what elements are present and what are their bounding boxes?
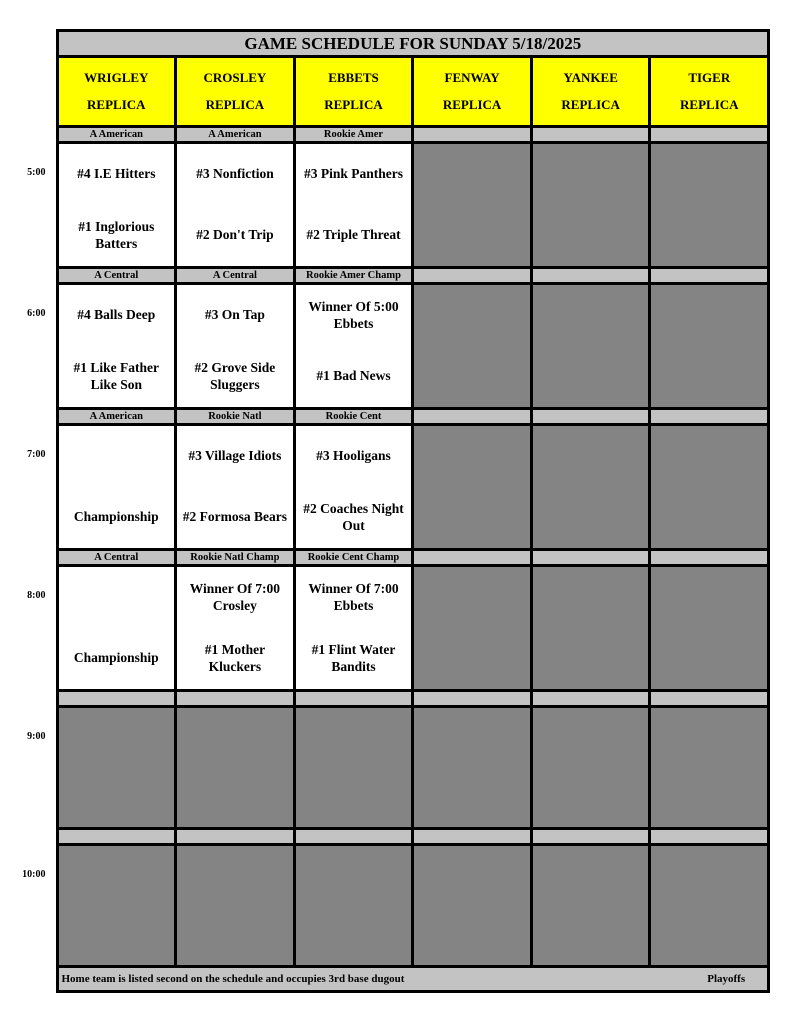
division-blank — [650, 127, 769, 143]
game-cell-empty — [650, 425, 769, 550]
field-name: WRIGLEY — [84, 70, 149, 86]
away-team: #4 I.E Hitters — [77, 166, 156, 182]
division-row — [0, 829, 769, 845]
game-cell — [57, 566, 176, 691]
game-cell — [57, 284, 176, 409]
away-team: #3 Nonfiction — [196, 166, 274, 182]
away-team: #4 Balls Deep — [77, 307, 156, 323]
division-blank — [176, 691, 295, 707]
game-cell-empty — [650, 566, 769, 691]
division-row — [0, 409, 769, 425]
field-header-tiger — [650, 57, 769, 127]
field-header-inner — [533, 60, 649, 124]
field-name: FENWAY — [444, 70, 500, 86]
field-header-row — [0, 57, 769, 127]
division-label: A Central — [57, 550, 176, 566]
game-cell-empty — [531, 707, 650, 829]
division-label: A American — [176, 127, 295, 143]
game-row — [0, 707, 769, 829]
game-cell-empty — [176, 845, 295, 967]
field-subtitle: REPLICA — [680, 96, 739, 112]
footer-row — [0, 967, 769, 992]
division-label: A American — [57, 127, 176, 143]
away-team: Winner Of 7:00 Ebbets — [308, 580, 399, 613]
field-subtitle: REPLICA — [561, 96, 620, 112]
field-header-ebbets — [294, 57, 413, 127]
game-cell — [294, 566, 413, 691]
field-header-inner — [177, 60, 293, 124]
home-team: #2 Coaches Night Out — [303, 500, 404, 533]
division-label: A Central — [57, 268, 176, 284]
game-cell — [57, 425, 176, 550]
time-label: 10:00 — [0, 845, 57, 967]
division-blank — [531, 691, 650, 707]
gutter-spacer — [0, 550, 57, 566]
game-cell-empty — [413, 425, 532, 550]
time-label: 5:00 — [0, 143, 57, 268]
division-blank — [413, 550, 532, 566]
game-row — [0, 566, 769, 691]
field-name: TIGER — [688, 70, 731, 86]
game-cell-empty — [531, 566, 650, 691]
division-row — [0, 268, 769, 284]
away-team: #3 Hooligans — [316, 448, 391, 464]
away-team: #3 Pink Panthers — [303, 166, 403, 182]
division-blank — [294, 829, 413, 845]
game-cell-empty — [413, 566, 532, 691]
game-cell-empty — [650, 284, 769, 409]
division-blank — [413, 691, 532, 707]
game-cell-empty — [176, 707, 295, 829]
footer-inner — [59, 973, 768, 985]
division-blank — [650, 268, 769, 284]
game-cell-empty — [294, 845, 413, 967]
game-row — [0, 425, 769, 550]
game-schedule-table — [0, 29, 770, 993]
game-cell-empty — [413, 143, 532, 268]
away-team: #3 On Tap — [204, 307, 265, 323]
game-cell-empty — [413, 707, 532, 829]
game-cell-empty — [531, 845, 650, 967]
field-header-inner — [414, 60, 530, 124]
division-label: Rookie Natl Champ — [176, 550, 295, 566]
title-row — [0, 31, 769, 57]
division-blank — [531, 409, 650, 425]
home-team: #2 Don't Trip — [196, 227, 274, 243]
home-team-note: Home team is listed second on the schedule and occupies 3rd base dugout — [61, 973, 405, 985]
gutter-spacer — [0, 409, 57, 425]
field-header-inner — [296, 60, 412, 124]
division-blank — [294, 691, 413, 707]
game-cell — [294, 284, 413, 409]
game-cell-empty — [294, 707, 413, 829]
away-team: Winner Of 7:00 Crosley — [189, 580, 281, 613]
home-team: #2 Triple Threat — [306, 227, 401, 243]
gutter-spacer — [0, 31, 57, 57]
division-row — [0, 691, 769, 707]
field-name: EBBETS — [328, 70, 379, 86]
division-label: Rookie Cent Champ — [294, 550, 413, 566]
home-team: #1 Mother Kluckers — [204, 641, 266, 674]
division-blank — [176, 829, 295, 845]
time-label: 7:00 — [0, 425, 57, 550]
game-cell — [57, 143, 176, 268]
field-name: CROSLEY — [203, 70, 267, 86]
time-label: 8:00 — [0, 566, 57, 691]
home-team: #1 Inglorious Batters — [78, 218, 155, 251]
division-blank — [531, 550, 650, 566]
division-row — [0, 127, 769, 143]
gutter-spacer — [0, 127, 57, 143]
division-label: Rookie Amer Champ — [294, 268, 413, 284]
game-cell-empty — [650, 707, 769, 829]
division-blank — [531, 829, 650, 845]
game-cell-empty — [413, 845, 532, 967]
field-header-wrigley — [57, 57, 176, 127]
division-label: Rookie Natl — [176, 409, 295, 425]
game-cell-empty — [531, 143, 650, 268]
footer-bar — [57, 967, 769, 992]
division-row — [0, 550, 769, 566]
game-cell-empty — [531, 425, 650, 550]
home-team: #1 Flint Water Bandits — [311, 641, 396, 674]
field-header-fenway — [413, 57, 532, 127]
home-team: Championship — [73, 509, 159, 525]
division-label: A American — [57, 409, 176, 425]
playoffs-label: Playoffs — [707, 973, 746, 985]
division-blank — [650, 550, 769, 566]
division-blank — [531, 127, 650, 143]
game-cell-empty — [413, 284, 532, 409]
time-label: 9:00 — [0, 707, 57, 829]
game-cell — [176, 284, 295, 409]
field-name: YANKEE — [563, 70, 618, 86]
division-blank — [650, 409, 769, 425]
division-label: A Central — [176, 268, 295, 284]
game-cell-empty — [531, 284, 650, 409]
game-cell — [176, 143, 295, 268]
page-title: GAME SCHEDULE FOR SUNDAY 5/18/2025 — [57, 31, 769, 57]
field-subtitle: REPLICA — [87, 96, 146, 112]
field-header-inner — [651, 60, 767, 124]
game-row — [0, 143, 769, 268]
division-blank — [413, 127, 532, 143]
game-cell-empty — [650, 845, 769, 967]
game-row — [0, 284, 769, 409]
game-row — [0, 845, 769, 967]
gutter-spacer — [0, 829, 57, 845]
home-team: #2 Formosa Bears — [182, 509, 287, 525]
game-cell-empty — [57, 707, 176, 829]
field-subtitle: REPLICA — [324, 96, 383, 112]
field-header-yankee — [531, 57, 650, 127]
gutter-spacer — [0, 57, 57, 127]
division-blank — [57, 691, 176, 707]
game-cell-empty — [57, 845, 176, 967]
division-label: Rookie Cent — [294, 409, 413, 425]
home-team: Championship — [73, 650, 159, 666]
gutter-spacer — [0, 691, 57, 707]
division-blank — [531, 268, 650, 284]
division-blank — [413, 268, 532, 284]
home-team: #2 Grove Side Sluggers — [194, 359, 276, 392]
away-team: Winner Of 5:00 Ebbets — [308, 298, 399, 331]
away-team — [59, 567, 175, 628]
gutter-spacer — [0, 268, 57, 284]
division-blank — [650, 829, 769, 845]
home-team: #1 Bad News — [316, 368, 391, 384]
division-blank — [650, 691, 769, 707]
game-cell — [294, 143, 413, 268]
game-cell — [176, 566, 295, 691]
game-cell — [294, 425, 413, 550]
division-blank — [57, 829, 176, 845]
away-team — [59, 426, 175, 487]
time-label: 6:00 — [0, 284, 57, 409]
field-subtitle: REPLICA — [205, 96, 265, 112]
home-team: #1 Like Father Like Son — [73, 359, 160, 392]
field-subtitle: REPLICA — [442, 96, 502, 112]
away-team: #3 Village Idiots — [188, 448, 282, 464]
gutter-spacer — [0, 967, 57, 992]
field-header-inner — [59, 60, 175, 124]
field-header-crosley — [176, 57, 295, 127]
division-blank — [413, 829, 532, 845]
division-label: Rookie Amer — [294, 127, 413, 143]
game-cell-empty — [650, 143, 769, 268]
game-cell — [176, 425, 295, 550]
division-blank — [413, 409, 532, 425]
